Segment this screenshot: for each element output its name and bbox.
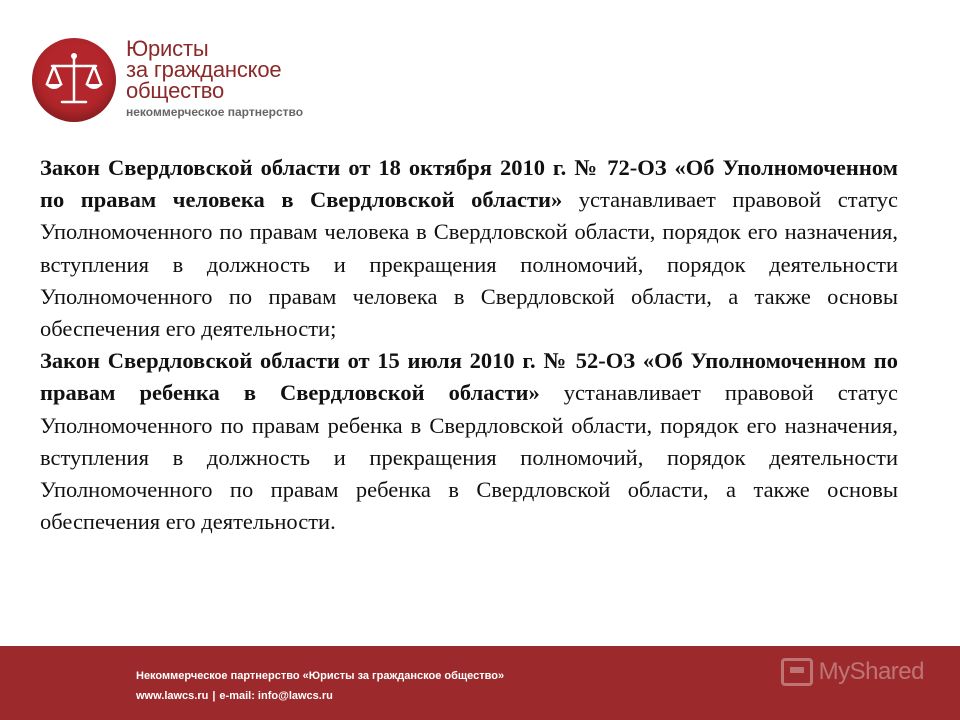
footer-website[interactable]: www.lawcs.ru (136, 690, 209, 702)
logo-title-line-1: Юристы (126, 36, 209, 61)
footer-email[interactable]: e-mail: info@lawcs.ru (219, 690, 333, 702)
main-text (40, 152, 898, 538)
watermark-icon (781, 658, 813, 686)
footer-separator: | (212, 690, 216, 702)
watermark (781, 658, 924, 686)
paragraph-law-52 (40, 345, 898, 538)
law-52-description: устанавливает правовой статус Уполномоченного по правам ребенка в Свердловской области, порядок его назначения, вступления в должность и прекращения полномочий, порядок деятельности Уполномоченного по правам ребенка в Свердловской области, а также основы обеспечения его деятельности. (40, 380, 898, 535)
scales-icon (32, 38, 116, 122)
paragraph-law-72 (40, 152, 898, 345)
logo-subtitle: некоммерческое партнерство (126, 105, 304, 119)
footer (0, 646, 960, 720)
law-52-title: Закон Свердловской области от 15 июля 2010 г. № 52-ОЗ «Об Уполномоченном по правам ребенка в Свердловской области» (40, 348, 898, 406)
logo-title-line-2: за гражданское (126, 57, 282, 82)
law-72-description: устанавливает правовой статус Уполномоченного по правам человека в Свердловской области, порядок его назначения, вступления в должность и прекращения полномочий, порядок деятельности Уполномоченного по правам человека в Свердловской области, а также основы обеспечения его деятельности; (40, 187, 898, 342)
watermark-text: MyShared (818, 658, 924, 685)
footer-org-name: Некоммерческое партнерство «Юристы за гражданское общество» (136, 670, 505, 682)
logo (32, 38, 372, 128)
law-72-title: Закон Свердловской области от 18 октября 2010 г. № 72-ОЗ «Об Уполномоченном по правам человека в Свердловской области» (40, 155, 898, 213)
logo-title-line-3: общество (126, 78, 225, 103)
